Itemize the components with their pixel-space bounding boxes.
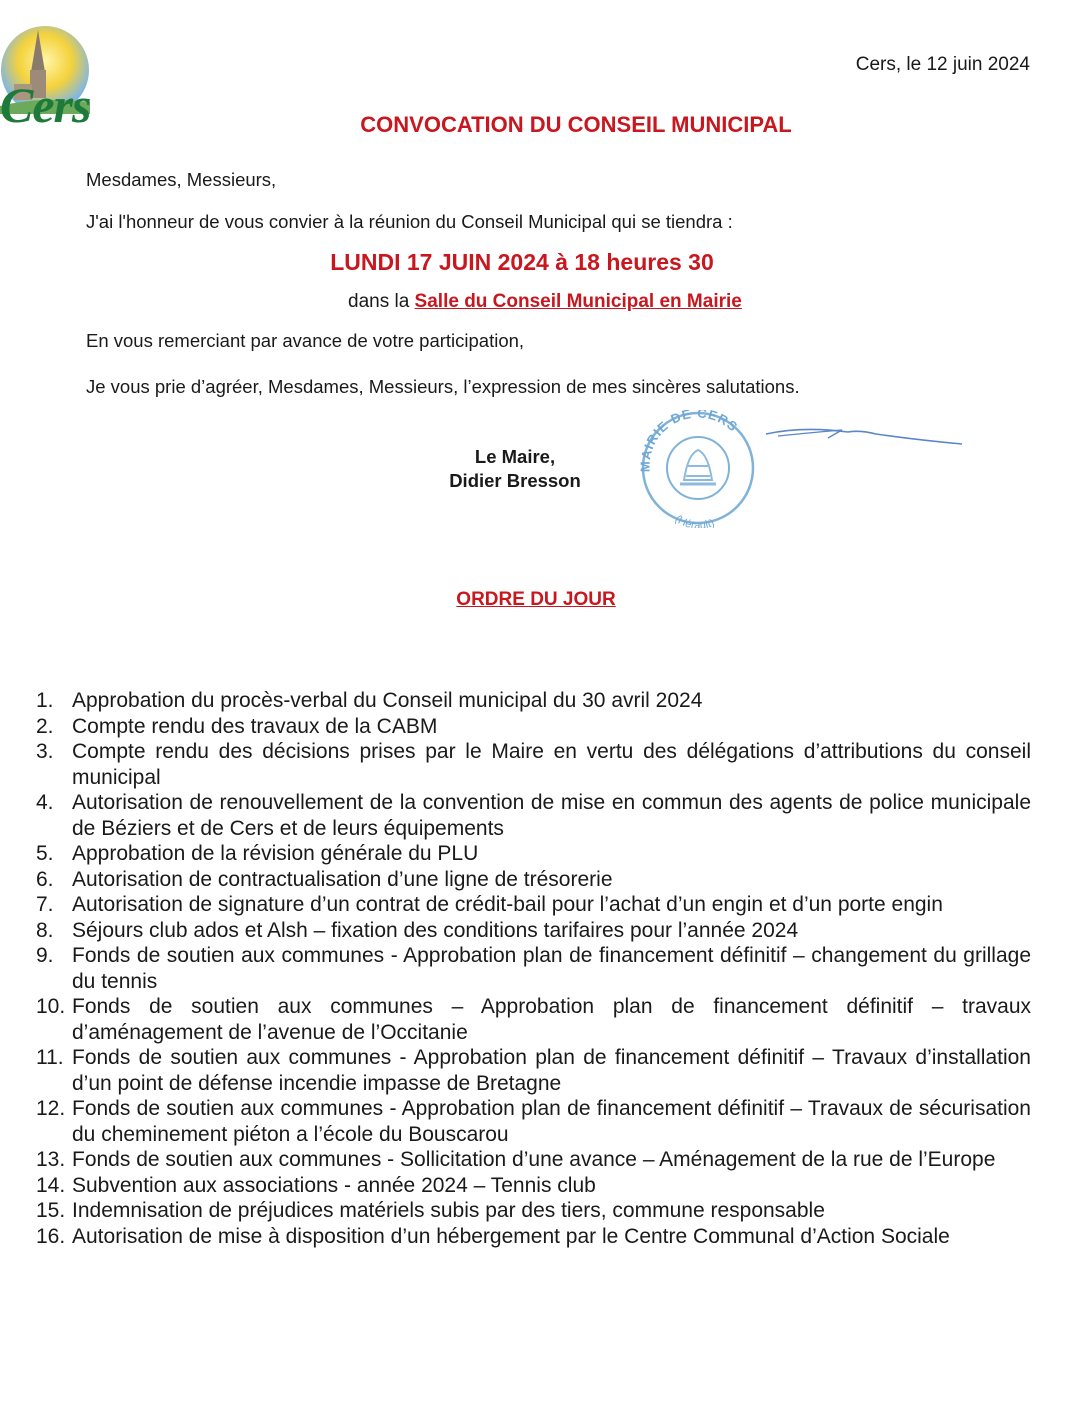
agenda-item <box>36 714 1031 740</box>
agenda-item <box>36 1224 1031 1250</box>
agenda-item-text: Indemnisation de préjudices matériels subis par des tiers, commune responsable <box>72 1199 825 1222</box>
location-name: Salle du Conseil Municipal en Mairie <box>414 291 742 312</box>
mayor-stamp <box>628 410 968 528</box>
agenda-item-text: Autorisation de contractualisation d’une ligne de trésorerie <box>72 867 613 891</box>
location-prefix: dans la <box>348 291 415 312</box>
document-title: CONVOCATION DU CONSEIL MUNICIPAL <box>360 112 792 137</box>
agenda-item-text: Séjours club ados et Alsh – fixation des conditions tarifaires pour l’année 2024 <box>72 918 799 942</box>
signature-block <box>430 445 600 493</box>
thanks-text: En vous remerciant par avance de votre participation, <box>86 330 525 351</box>
agenda-item-number: 13. <box>36 1148 66 1171</box>
agenda-item <box>36 1096 1031 1147</box>
agenda-item-number: 1. <box>36 689 54 712</box>
agenda-item-text: Fonds de soutien aux communes - Approbation plan de financement définitif – Travaux d’installation d’un point de défense incendie impasse de Bretagne <box>72 1046 1031 1095</box>
agenda-item <box>36 867 1031 893</box>
agenda-item-number: 3. <box>36 740 54 763</box>
agenda-item-number: 6. <box>36 867 54 891</box>
agenda-item-text: Fonds de soutien aux communes - Sollicitation d’une avance – Aménagement de la rue de l’Europe <box>72 1148 996 1171</box>
agenda-item <box>36 688 1031 714</box>
signature-role: Le Maire, <box>474 446 556 467</box>
meeting-datetime: LUNDI 17 JUIN 2024 à 18 heures 30 <box>330 249 714 275</box>
closing-text: Je vous prie d’agréer, Mesdames, Messieurs, l’expression de mes sincères salutations. <box>86 376 800 397</box>
stamp-seal-icon <box>628 410 968 528</box>
agenda-item-text: Subvention aux associations - année 2024 – Tennis club <box>72 1173 596 1197</box>
agenda-item-text: Autorisation de mise à disposition d’un hébergement par le Centre Communal d’Action Sociale <box>72 1224 950 1248</box>
svg-text:MAIRIE DE CERS <box>638 410 741 472</box>
stamp-bottom-text: (Hérault) <box>672 513 717 528</box>
agenda-item <box>36 1173 1031 1199</box>
stamp-top-text: MAIRIE DE CERS <box>637 410 742 473</box>
intro-text: J'ai l'honneur de vous convier à la réunion du Conseil Municipal qui se tiendra : <box>86 211 733 232</box>
agenda-item-number: 7. <box>36 893 54 916</box>
agenda-item <box>36 739 1031 790</box>
agenda-item-number: 5. <box>36 842 54 865</box>
letter-date: Cers, le 12 juin 2024 <box>855 54 1030 75</box>
agenda-item-text: Approbation du procès-verbal du Conseil municipal du 30 avril 2024 <box>72 689 703 712</box>
cers-logo <box>0 22 110 133</box>
agenda-item-number: 10. <box>36 995 66 1018</box>
svg-text:(Hérault) <box>673 513 716 528</box>
agenda-item-text: Compte rendu des décisions prises par le Maire en vertu des délégations d’attributions du conseil municipal <box>72 740 1031 789</box>
agenda-item-number: 11. <box>36 1046 64 1069</box>
agenda-item-number: 4. <box>36 791 54 814</box>
agenda-item-text: Autorisation de renouvellement de la convention de mise en commun des agents de police municipale de Béziers et de Cers et de leurs équipements <box>72 791 1031 840</box>
agenda-item-text: Fonds de soutien aux communes - Approbation plan de financement définitif – Travaux de sécurisation du cheminement piéton a l’école du Bouscarou <box>72 1097 1031 1146</box>
meeting-location <box>348 291 742 313</box>
agenda-item <box>36 1198 1031 1224</box>
agenda-item <box>36 841 1031 867</box>
agenda-item <box>36 994 1031 1045</box>
agenda-item-number: 15. <box>36 1199 66 1222</box>
agenda-item-number: 16. <box>36 1224 66 1248</box>
agenda-item-text: Autorisation de signature d’un contrat de crédit-bail pour l’achat d’un engin et d’un porte engin <box>72 893 943 916</box>
agenda-list <box>36 688 1031 1249</box>
signature-name: Didier Bresson <box>449 470 581 491</box>
agenda-item <box>36 1045 1031 1096</box>
agenda-item <box>36 918 1031 944</box>
agenda-item <box>36 790 1031 841</box>
agenda-item-text: Fonds de soutien aux communes - Approbation plan de financement définitif – changement du grillage du tennis <box>72 944 1031 993</box>
agenda-item-number: 12. <box>36 1097 66 1120</box>
agenda-item <box>36 1147 1031 1173</box>
agenda-item-number: 2. <box>36 714 54 738</box>
agenda-item-number: 9. <box>36 944 54 967</box>
salutation: Mesdames, Messieurs, <box>86 169 277 190</box>
agenda-item-text: Approbation de la révision générale du PLU <box>72 842 479 865</box>
agenda-item-number: 8. <box>36 918 54 942</box>
agenda-item-text: Fonds de soutien aux communes – Approbation plan de financement définitif – travaux d’aménagement de l’avenue de l’Occitanie <box>72 995 1031 1044</box>
agenda-item <box>36 892 1031 918</box>
agenda-item <box>36 943 1031 994</box>
agenda-title: ORDRE DU JOUR <box>456 589 616 610</box>
agenda-item-text: Compte rendu des travaux de la CABM <box>72 714 438 738</box>
logo-wordmark: Cers <box>0 77 91 133</box>
agenda-item-number: 14. <box>36 1173 66 1197</box>
